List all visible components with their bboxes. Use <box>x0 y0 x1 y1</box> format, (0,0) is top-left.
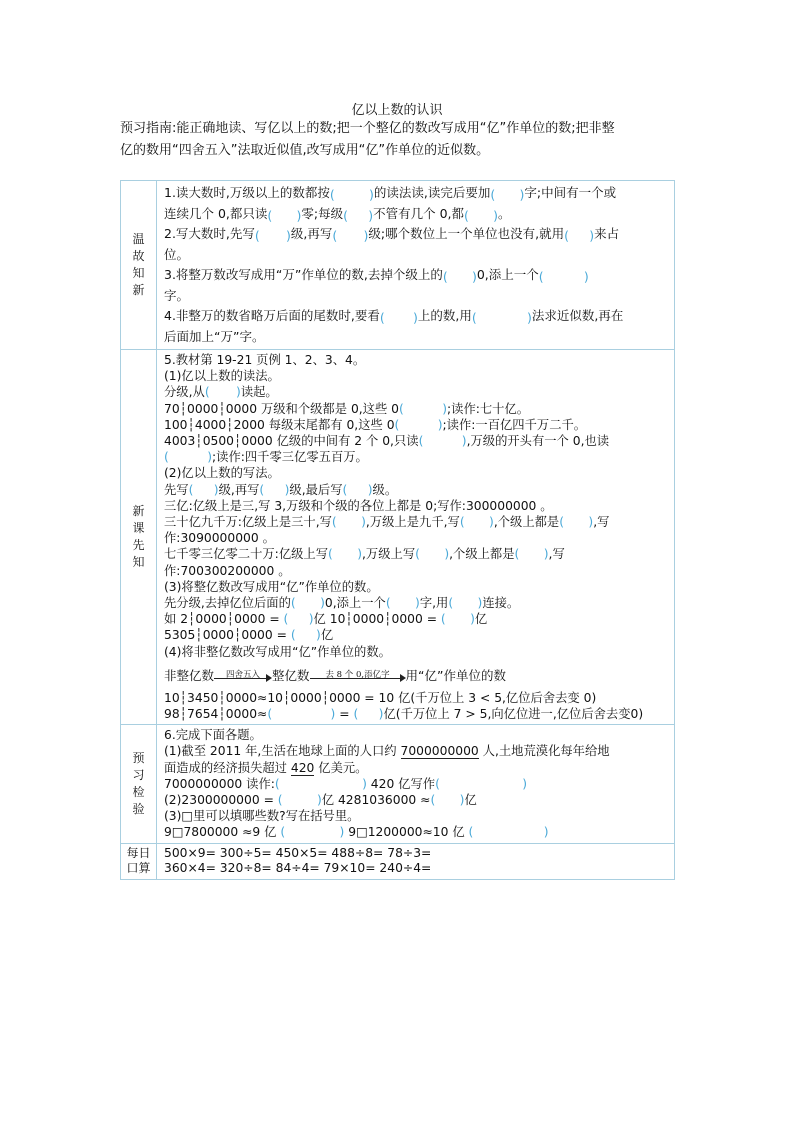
answer-blank[interactable] <box>330 186 374 199</box>
conversion-flow: 非整亿数 四舍五入 整亿数 去 8 个 0,添亿字 用“亿”作单位的数 <box>164 666 668 686</box>
section-label-new <box>121 350 157 725</box>
answer-blank[interactable] <box>278 793 322 806</box>
page-title: 亿以上数的认识 <box>351 103 443 118</box>
section-label-text: 预习检验 <box>132 750 145 816</box>
preview-row <box>121 725 675 843</box>
section-label-preview <box>121 725 157 843</box>
answer-blank[interactable] <box>399 402 447 415</box>
answer-blank[interactable] <box>490 186 524 199</box>
section-label-text: 每日口算 <box>126 846 151 876</box>
guide-line: 亿的数用“四舍五入”法取近似值,改写成用“亿”作单位的近似数。 <box>120 143 490 158</box>
answer-blank[interactable] <box>559 515 593 528</box>
answer-blank[interactable] <box>472 309 532 322</box>
answer-blank[interactable] <box>564 227 594 240</box>
answer-blank[interactable] <box>441 612 475 625</box>
answer-blank[interactable] <box>255 227 291 240</box>
answer-blank[interactable] <box>205 385 241 398</box>
answer-blank[interactable] <box>419 434 467 447</box>
answer-blank[interactable] <box>328 547 362 560</box>
answer-blank[interactable] <box>280 825 344 838</box>
answer-blank[interactable] <box>430 793 464 806</box>
answer-blank[interactable] <box>386 596 420 609</box>
section-label-text: 温故知新 <box>132 232 145 297</box>
arrow-right-icon: 四舍五入 <box>214 667 272 685</box>
answer-blank[interactable] <box>515 547 549 560</box>
answer-blank[interactable] <box>395 418 443 431</box>
answer-blank[interactable] <box>189 483 219 496</box>
answer-blank[interactable] <box>291 628 321 641</box>
section-label-text: 新课先知 <box>132 504 145 570</box>
review-row <box>121 181 675 350</box>
section-label-review <box>121 181 157 350</box>
answer-blank[interactable] <box>343 207 373 220</box>
answer-blank[interactable] <box>332 227 368 240</box>
answer-blank[interactable] <box>435 777 527 790</box>
answer-blank[interactable] <box>460 515 494 528</box>
arrow-right-icon: 去 8 个 0,添亿字 <box>310 667 406 685</box>
daily-content: 500×9= 300÷5= 450×5= 488÷8= 78÷3= 360×4= 320÷8= 84÷4= 79×10= 240÷4= <box>157 843 675 879</box>
section-label-daily <box>121 843 157 879</box>
answer-blank[interactable] <box>539 268 589 281</box>
answer-blank[interactable] <box>332 515 366 528</box>
answer-blank[interactable] <box>353 707 383 720</box>
answer-blank[interactable] <box>415 547 449 560</box>
answer-blank[interactable] <box>284 612 314 625</box>
daily-row <box>121 843 675 879</box>
answer-blank[interactable] <box>380 309 418 322</box>
answer-blank[interactable] <box>291 596 325 609</box>
worksheet-table <box>120 180 675 880</box>
answer-blank[interactable] <box>267 707 335 720</box>
new-lesson-row <box>121 350 675 725</box>
preview-guide <box>120 118 680 162</box>
answer-blank[interactable] <box>164 450 212 463</box>
new-lesson-content: 5.教材第 19-21 页例 1、2、3、4。 (1)亿以上数的读法。 分级,从( ) 读起。 70┆0000┆0000 万级和个级都是 0,这些 0( ) ;读作:七十亿。 100┆4000┆2000 每级末尾都有 0,这些 0( ) ;读作:一百亿四千万二千。 4003┆0500┆0000 亿级的中间有 2 个 0,只读( ) ,万级的开头有一个 0,也读 ( );读作:四千零三亿零五百万。 (2)亿以上数的写法。 先写( ) 级,再写( ) 级,最后写( ) 级。 三亿:亿级上是三,写 3,万级和个级的各位上都是 0;写作:300000000 。 三十亿九千万:亿级上是三十,写( ) ,万级上是九千,写( ) ,个级上都是( ) ,写 作:3090000000 。 七千零三亿零二十万:亿级上写( ) ,万级上写( ) ,个级上都是( ) ,写 作:700300200000 。 (3)将整亿数改写成用“亿”作单位的数。 先分级,去掉亿位后面的( ) 0,添上一个( ) 字,用( ) 连接。 如 2┆0000┆0000 = ( )亿 10┆0000┆0000 = ( ) 亿 5305┆0000┆0000 = ( )亿 (4)将非整亿数改写成用“亿”作单位的数。 非整亿数 四舍五入 整亿数 去 8 个 0,添亿字 用“亿”作单位的数 10┆3450┆0000≈10┆0000┆0000 = 10 亿(千万位上 3 < 5,亿位后舍去变 0) 98┆7654┆0000≈( ) = ( )亿(千万位上 7 > 5,向亿位进一,亿位后舍去变0) <box>157 350 675 725</box>
answer-blank[interactable] <box>448 596 482 609</box>
answer-blank[interactable] <box>464 207 498 220</box>
review-content: 1.读大数时,万级以上的数都按( ) 的读法读,读完后要加( ) 字;中间有一个或 连续几个 0,都只读( ) 零;每级( ) 不管有几个 0,都( ) 。 2.写大数时,先写( ) 级,再写( ) 级;哪个数位上一个单位也没有,就用( ) 来占 位。 3.将整万数改写成用“万”作单位的数,去掉个级上的( ) 0,添上一个( ) 字。 4.非整万的数省略万后面的尾数时,要看( ) 上的数,用( ) 法求近似数,再在 后面加上“万”字。 <box>157 181 675 350</box>
guide-line: 预习指南:能正确地读、写亿以上的数;把一个整亿的数改写成用“亿”作单位的数;把非整 <box>120 121 615 136</box>
answer-blank[interactable] <box>267 207 301 220</box>
answer-blank[interactable] <box>469 825 549 838</box>
preview-content: 6.完成下面各题。 (1)截至 2011 年,生活在地球上面的人口约 7000000000 人,土地荒漠化每年给地 面造成的经济损失超过 420 亿美元。 7000000000 读作:( ) 420 亿写作( ) (2)2300000000 = ( ) 亿 4281036000 ≈( ) 亿 (3)□里可以填哪些数?写在括号里。 9□7800000 ≈9 亿 ( ) 9□1200000≈10 亿 ( ) <box>157 725 675 843</box>
answer-blank[interactable] <box>259 483 289 496</box>
answer-blank[interactable] <box>443 268 477 281</box>
answer-blank[interactable] <box>343 483 373 496</box>
answer-blank[interactable] <box>275 777 367 790</box>
